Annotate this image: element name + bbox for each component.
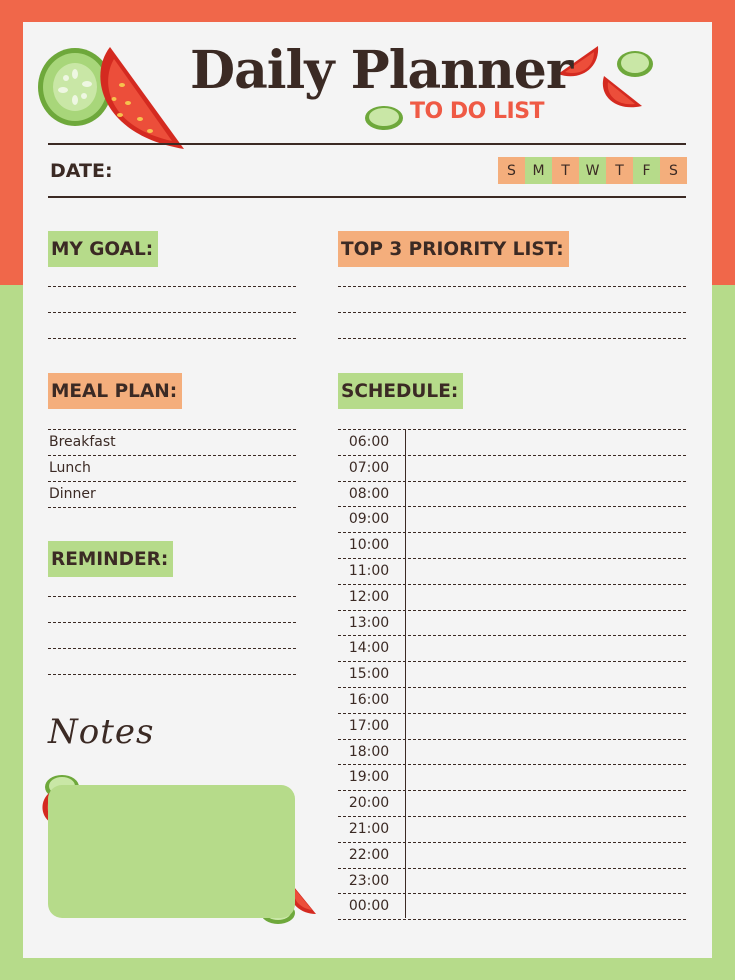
schedule-time: 23:00 (348, 872, 390, 889)
schedule-slot[interactable] (408, 895, 686, 917)
schedule-slot[interactable] (408, 689, 686, 711)
priority-line[interactable] (338, 312, 686, 313)
notes-heading: Notes (48, 712, 155, 752)
schedule-line (338, 893, 686, 894)
schedule-slot[interactable] (408, 483, 686, 505)
meal-breakfast: Breakfast (49, 434, 116, 450)
schedule-time: 07:00 (348, 459, 390, 476)
schedule-time: 14:00 (348, 640, 390, 657)
schedule-time: 09:00 (348, 511, 390, 528)
meal-line[interactable] (48, 507, 296, 508)
divider (48, 196, 686, 198)
schedule-slot[interactable] (408, 870, 686, 892)
schedule-time: 22:00 (348, 846, 390, 863)
schedule-line (338, 713, 686, 714)
schedule-slot[interactable] (408, 715, 686, 737)
meal-heading: MEAL PLAN: (48, 373, 182, 409)
schedule-time: 17:00 (348, 717, 390, 734)
schedule-line (338, 816, 686, 817)
reminder-line[interactable] (48, 648, 296, 649)
goal-line[interactable] (48, 338, 296, 339)
meal-line[interactable] (48, 455, 296, 456)
schedule-line (338, 868, 686, 869)
schedule-time: 16:00 (348, 692, 390, 708)
priority-line[interactable] (338, 338, 686, 339)
weekday-0[interactable]: S (498, 157, 525, 184)
schedule-line (338, 635, 686, 636)
goal-heading: MY GOAL: (48, 231, 158, 267)
weekday-1[interactable]: M (525, 157, 552, 184)
priority-heading: TOP 3 PRIORITY LIST: (338, 231, 569, 267)
schedule-slot[interactable] (408, 612, 686, 634)
goal-line[interactable] (48, 312, 296, 313)
weekday-6[interactable]: S (660, 157, 687, 184)
weekday-selector (498, 157, 687, 184)
schedule-slot[interactable] (408, 818, 686, 840)
schedule-line (338, 919, 686, 920)
schedule-line (338, 506, 686, 507)
schedule-line (338, 455, 686, 456)
schedule-time: 13:00 (348, 614, 390, 631)
schedule-divider (405, 430, 406, 918)
reminder-heading: REMINDER: (48, 541, 173, 577)
goal-line[interactable] (48, 286, 296, 287)
weekday-4[interactable]: T (606, 157, 633, 184)
schedule-time: 15:00 (348, 666, 390, 683)
schedule-time: 12:00 (348, 588, 390, 605)
meal-line[interactable] (48, 481, 296, 482)
schedule-time: 00:00 (348, 898, 390, 915)
schedule-slot[interactable] (408, 792, 686, 814)
schedule-line (338, 790, 686, 791)
schedule-time: 19:00 (348, 769, 390, 786)
notes-area[interactable] (48, 785, 295, 918)
schedule-time: 08:00 (348, 485, 390, 502)
weekday-5[interactable]: F (633, 157, 660, 184)
meal-lunch: Lunch (49, 460, 91, 476)
schedule-slot[interactable] (408, 663, 686, 685)
schedule-line (338, 558, 686, 559)
schedule-time: 18:00 (348, 743, 390, 760)
reminder-line[interactable] (48, 674, 296, 675)
schedule-line (338, 687, 686, 688)
schedule-heading: SCHEDULE: (338, 373, 463, 409)
schedule-time: 21:00 (348, 821, 390, 837)
meal-dinner: Dinner (49, 486, 96, 502)
schedule-slot[interactable] (408, 508, 686, 530)
reminder-line[interactable] (48, 622, 296, 623)
schedule-slot[interactable] (408, 457, 686, 479)
schedule-slot[interactable] (408, 741, 686, 763)
schedule-line (338, 610, 686, 611)
cucumber-slice-icon (364, 104, 404, 132)
schedule-slot[interactable] (408, 560, 686, 582)
page-title: Daily Planner (190, 40, 573, 101)
meal-line (48, 429, 296, 430)
schedule-time: 20:00 (348, 795, 390, 812)
schedule-line (338, 661, 686, 662)
schedule-line (338, 429, 686, 430)
schedule-time: 06:00 (348, 434, 390, 450)
schedule-time: 11:00 (348, 563, 390, 579)
page-subtitle: TO DO LIST (410, 99, 545, 124)
divider (48, 143, 686, 145)
tomato-slice-icon (598, 74, 644, 112)
schedule-slot[interactable] (408, 844, 686, 866)
schedule-line (338, 481, 686, 482)
schedule-line (338, 739, 686, 740)
tomato-slice-icon (92, 45, 188, 155)
schedule-line (338, 532, 686, 533)
schedule-line (338, 584, 686, 585)
reminder-line[interactable] (48, 596, 296, 597)
priority-line[interactable] (338, 286, 686, 287)
schedule-slot[interactable] (408, 766, 686, 788)
schedule-slot[interactable] (408, 586, 686, 608)
schedule-line (338, 764, 686, 765)
schedule-time: 10:00 (348, 537, 390, 554)
schedule-slot[interactable] (408, 637, 686, 659)
weekday-3[interactable]: W (579, 157, 606, 184)
schedule-line (338, 842, 686, 843)
weekday-2[interactable]: T (552, 157, 579, 184)
schedule-slot[interactable] (408, 431, 686, 453)
date-label: DATE: (50, 160, 113, 182)
schedule-slot[interactable] (408, 534, 686, 556)
